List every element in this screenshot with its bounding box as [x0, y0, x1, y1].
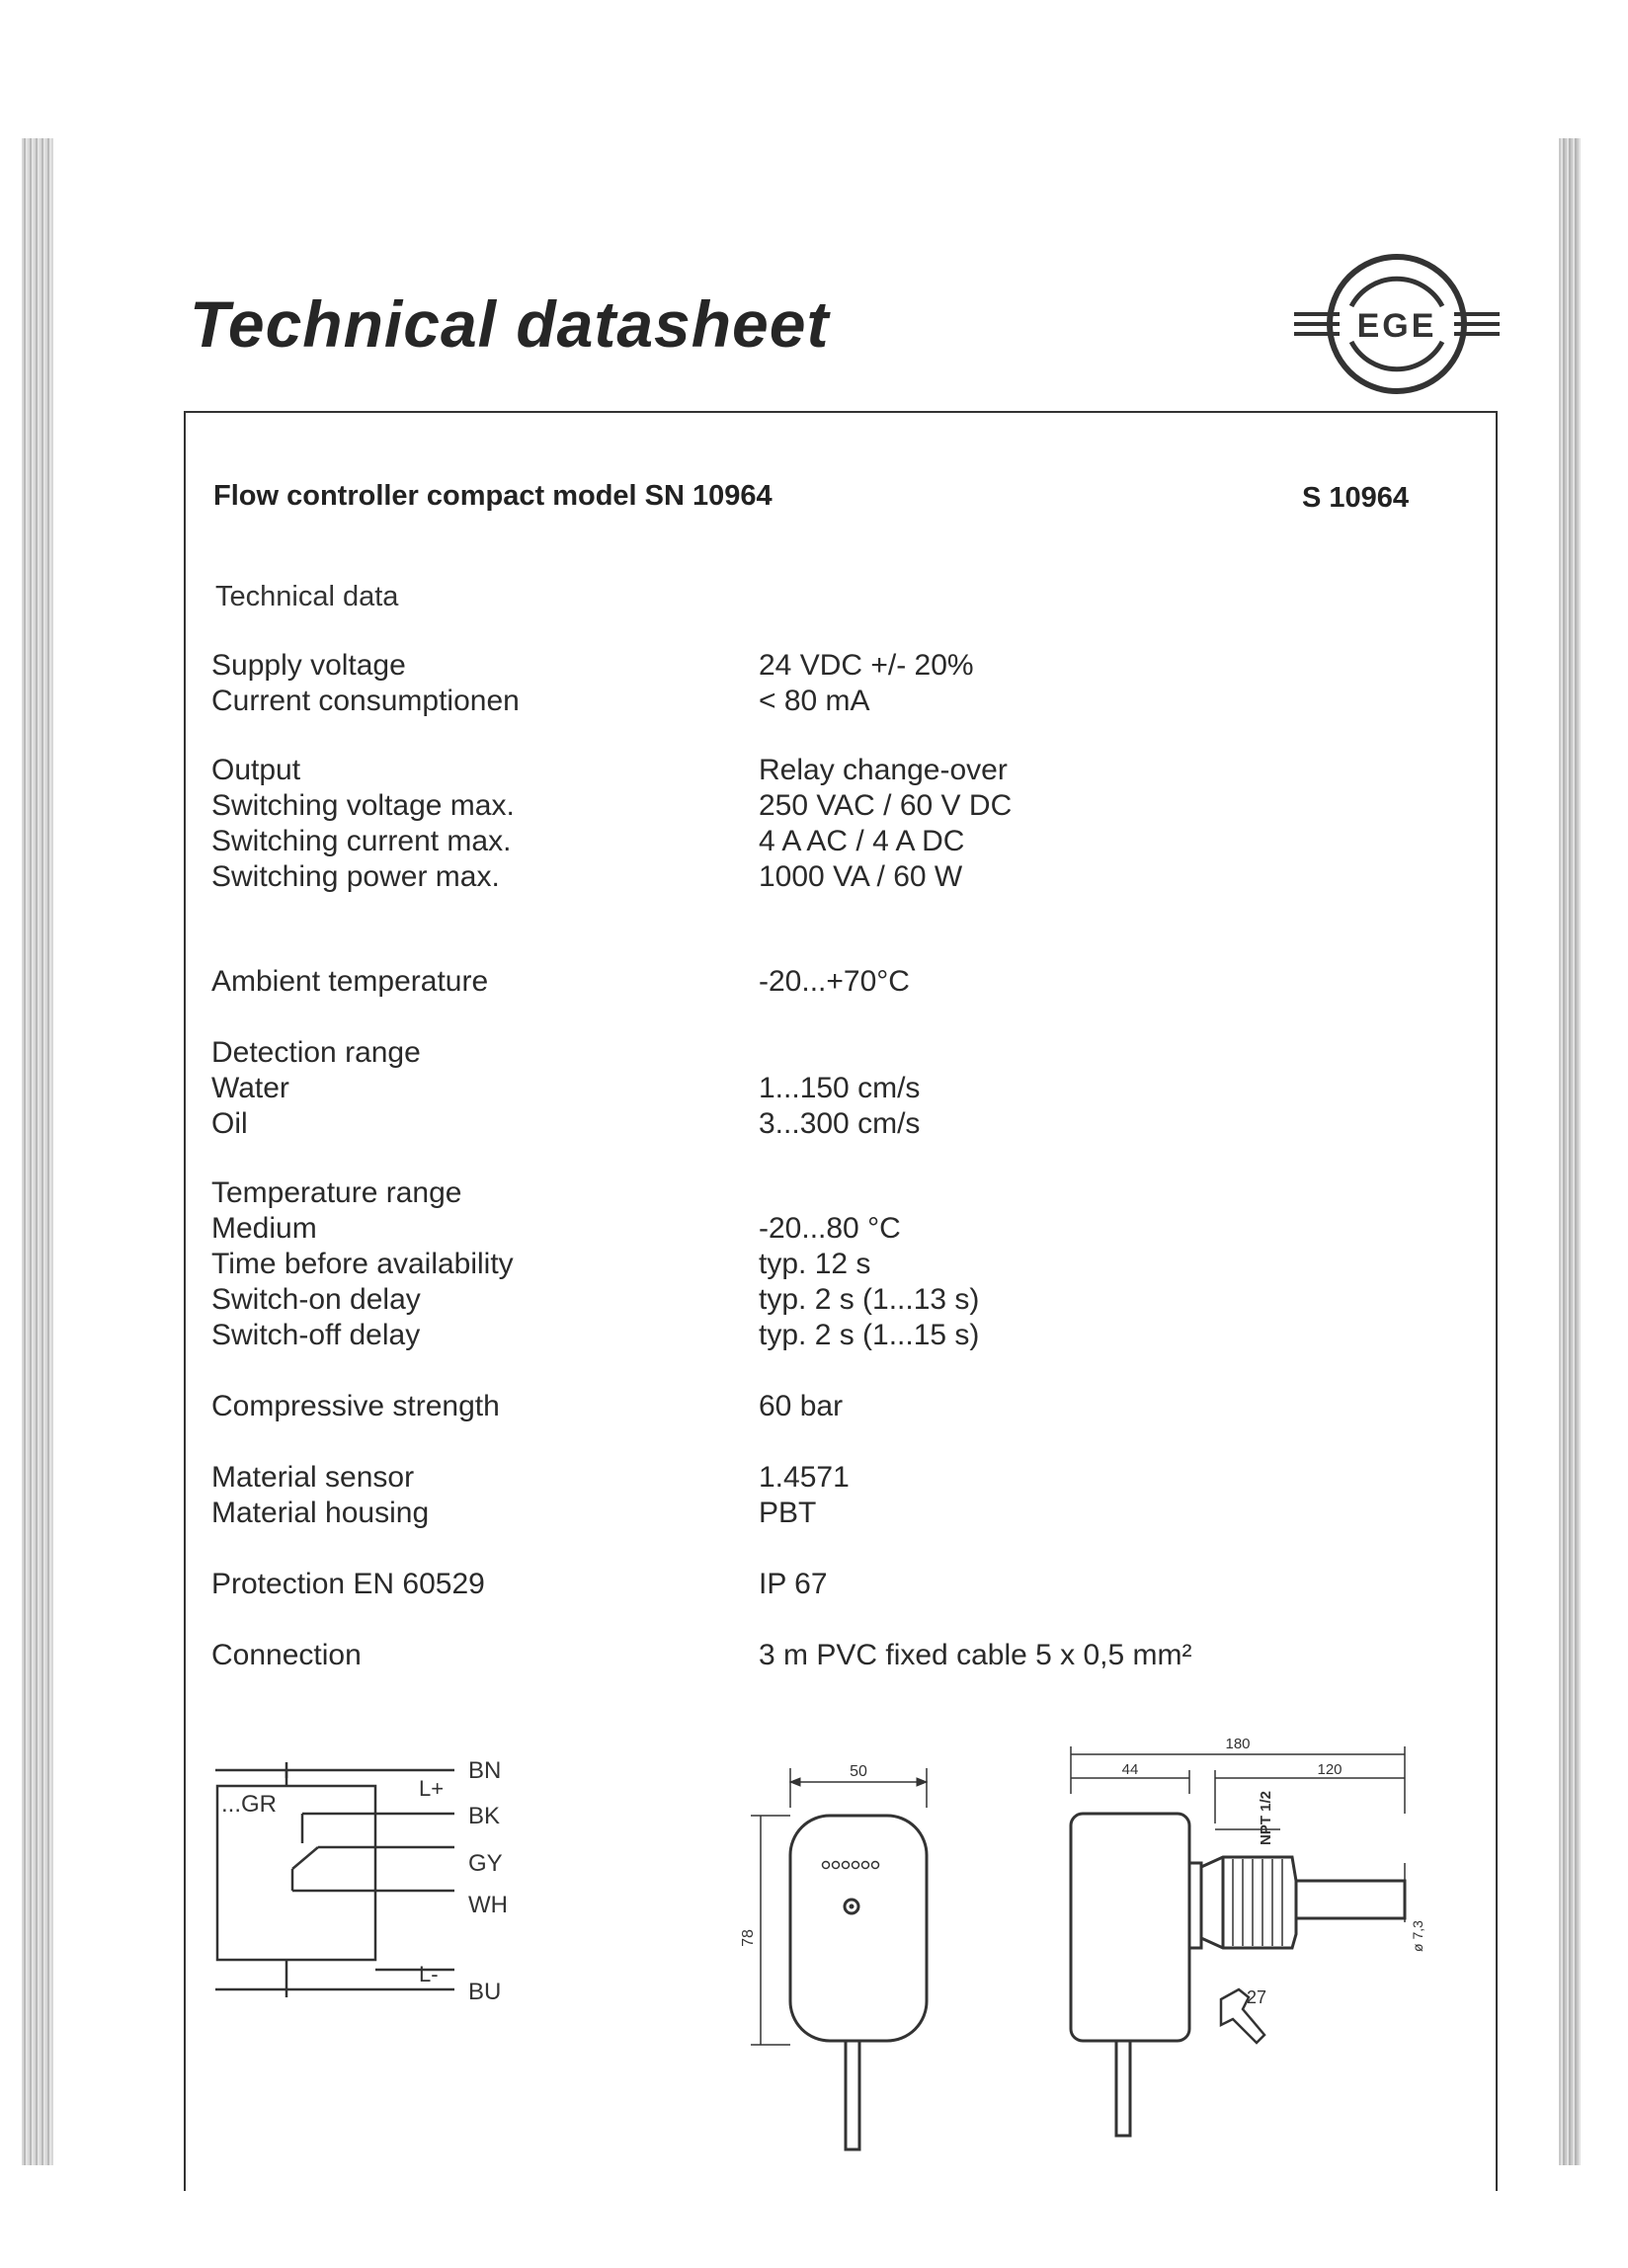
- product-name: Flow controller compact model SN 10964: [213, 480, 773, 512]
- wire-label: BK: [468, 1803, 501, 1829]
- spec-label: Connection: [211, 1639, 362, 1671]
- spec-label: Time before availability: [211, 1248, 514, 1280]
- spec-value: -20...+70°C: [759, 965, 910, 998]
- spec-value: typ. 2 s (1...13 s): [759, 1283, 980, 1316]
- spec-label: Current consumptionen: [211, 685, 520, 717]
- spec-value: 1...150 cm/s: [759, 1072, 921, 1104]
- product-code: S 10964: [1302, 482, 1410, 514]
- spec-value: 4 A AC / 4 A DC: [759, 825, 965, 857]
- spec-label: Material housing: [211, 1497, 430, 1529]
- spec-value: Relay change-over: [759, 754, 1008, 786]
- spec-value: PBT: [759, 1497, 817, 1529]
- ege-logo: [1294, 245, 1500, 403]
- spec-value: 24 VDC +/- 20%: [759, 649, 974, 682]
- page-title: Technical datasheet: [190, 287, 830, 361]
- spec-value: typ. 2 s (1...15 s): [759, 1319, 980, 1351]
- spec-label: Supply voltage: [211, 649, 406, 682]
- spec-value: < 80 mA: [759, 685, 870, 717]
- spec-label: Compressive strength: [211, 1390, 500, 1422]
- spec-value: -20...80 °C: [759, 1212, 901, 1245]
- front-width-dimension: 50: [850, 1763, 867, 1780]
- wiring-module-label: ...GR: [221, 1791, 278, 1818]
- scan-edge-left: [22, 138, 53, 2165]
- wrench-size-label: 27: [1247, 1987, 1267, 2007]
- front-view-drawing: [731, 1758, 948, 2173]
- spec-value: 3...300 cm/s: [759, 1107, 921, 1140]
- wire-label: WH: [468, 1892, 508, 1918]
- section-title: Technical data: [215, 581, 399, 612]
- spec-value: 1.4571: [759, 1461, 850, 1494]
- spec-value: 1000 VA / 60 W: [759, 860, 963, 893]
- diameter-label: ø 7,3: [1410, 1920, 1425, 1952]
- side-total-dimension: 180: [1225, 1736, 1251, 1752]
- wire-label: GY: [468, 1850, 503, 1877]
- logo-text: EGE: [1356, 307, 1437, 345]
- spec-label: Switching voltage max.: [211, 789, 515, 822]
- spec-label: Output: [211, 754, 301, 786]
- spec-label: Detection range: [211, 1036, 421, 1069]
- wire-label: BN: [468, 1757, 502, 1784]
- spec-label: Switching current max.: [211, 825, 512, 857]
- scan-edge-right: [1559, 138, 1581, 2165]
- spec-value: 250 VAC / 60 V DC: [759, 789, 1013, 822]
- side-body-dimension: 44: [1121, 1761, 1139, 1778]
- wiring-diagram: [207, 1750, 524, 2027]
- spec-label: Switch-on delay: [211, 1283, 421, 1316]
- thread-label: NPT 1/2: [1258, 1790, 1274, 1845]
- spec-label: Ambient temperature: [211, 965, 489, 998]
- spec-value: 3 m PVC fixed cable 5 x 0,5 mm²: [759, 1639, 1192, 1671]
- wire-label: BU: [468, 1979, 502, 2005]
- spec-value: typ. 12 s: [759, 1248, 871, 1280]
- spec-label: Medium: [211, 1212, 317, 1245]
- side-view-drawing: [1063, 1735, 1438, 2169]
- side-probe-dimension: 120: [1317, 1761, 1343, 1778]
- spec-label: Protection EN 60529: [211, 1568, 485, 1600]
- wiring-minus-label: L-: [419, 1962, 439, 1986]
- spec-label: Water: [211, 1072, 289, 1104]
- spec-value: IP 67: [759, 1568, 828, 1600]
- spec-label: Switching power max.: [211, 860, 500, 893]
- spec-label: Switch-off delay: [211, 1319, 421, 1351]
- front-height-dimension: 78: [740, 1929, 757, 1947]
- spec-label: Material sensor: [211, 1461, 415, 1494]
- spec-value: 60 bar: [759, 1390, 844, 1422]
- spec-label: Oil: [211, 1107, 248, 1140]
- wiring-plus-label: L+: [419, 1776, 445, 1801]
- spec-label: Temperature range: [211, 1176, 462, 1209]
